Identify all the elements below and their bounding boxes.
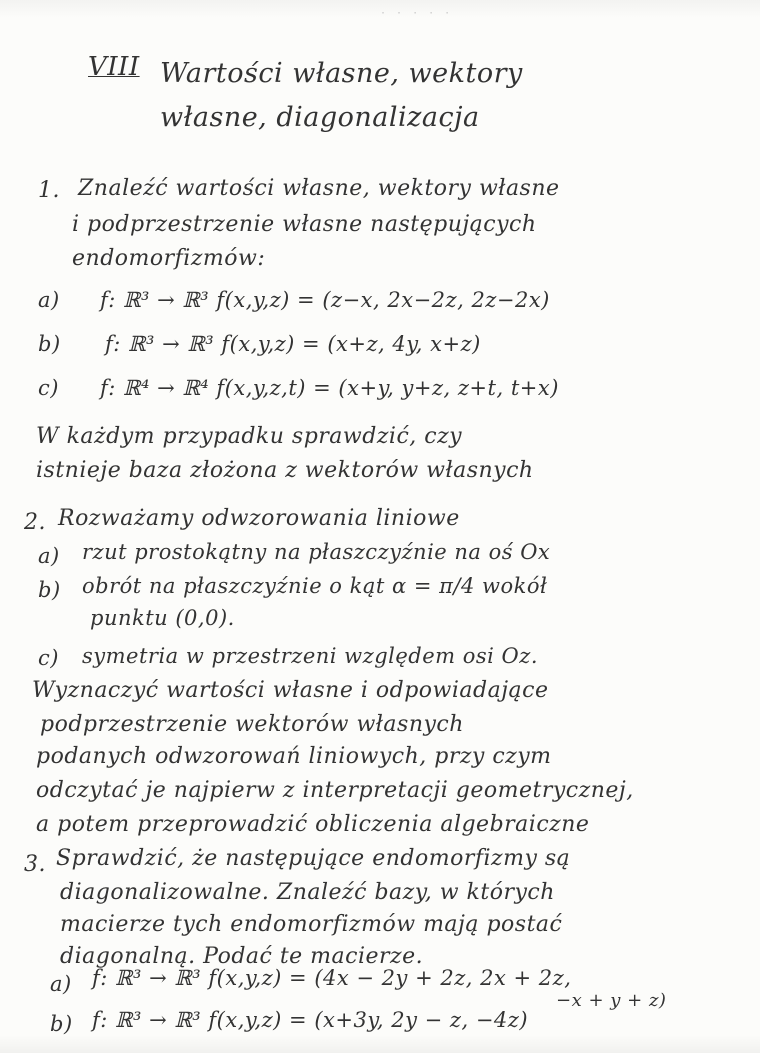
- problem-1-item-formula: f: ℝ⁴ → ℝ⁴ f(x,y,z,t) = (x+y, y+z, z+t, t+x): [100, 376, 559, 400]
- problem-2-intro: Rozważamy odwzorowania liniowe: [58, 506, 460, 531]
- problem-1-text-line: Znaleźć wartości własne, wektory własne: [78, 176, 560, 201]
- problem-2-closing-line: Wyznaczyć wartości własne i odpowiadające: [32, 678, 549, 703]
- problem-2-item-text: obrót na płaszczyźnie o kąt α = π/4 wokół: [82, 574, 548, 598]
- problem-1-text-line: i podprzestrzenie własne następujących: [72, 212, 537, 237]
- problem-3-text-line: Sprawdzić, że następujące endomorfizmy są: [56, 846, 571, 871]
- problem-2-item-label: b): [38, 578, 61, 602]
- problem-2-closing-line: podanych odwzorowań liniowych, przy czym: [36, 744, 552, 769]
- problem-1-item-label: b): [38, 332, 61, 356]
- problem-1-text-line: endomorfizmów:: [72, 246, 266, 271]
- scan-artifact: · · · · ·: [380, 8, 453, 19]
- problem-2-item-label: c): [38, 646, 59, 670]
- problem-3-text-line: macierze tych endomorfizmów mają postać: [60, 912, 563, 937]
- problem-3-text-line: diagonalizowalne. Znaleźć bazy, w których: [60, 880, 555, 905]
- problem-2-closing-line: podprzestrzenie wektorów własnych: [40, 712, 464, 737]
- problem-1-closing-line: W każdym przypadku sprawdzić, czy: [36, 424, 463, 449]
- problem-2-item-label: a): [38, 544, 60, 568]
- problem-3-text-line: diagonalną. Podać te macierze.: [60, 944, 424, 969]
- problem-2-item-text: symetria w przestrzeni względem osi Oz.: [82, 644, 539, 668]
- chapter-number: VIII: [88, 52, 140, 82]
- problem-3-item-formula: f: ℝ³ → ℝ³ f(x,y,z) = (x+3y, 2y − z, −4z): [92, 1008, 529, 1032]
- problem-1-closing-line: istnieje baza złożona z wektorów własnych: [36, 458, 534, 483]
- problem-3-item-formula-cont: −x + y + z): [556, 990, 667, 1011]
- problem-3-item-label: b): [50, 1012, 73, 1036]
- problem-2-closing-line: odczytać je najpierw z interpretacji geometrycznej,: [36, 778, 634, 803]
- problem-2-closing-line: a potem przeprowadzić obliczenia algebraiczne: [36, 812, 590, 837]
- problem-1-item-formula: f: ℝ³ → ℝ³ f(x,y,z) = (z−x, 2x−2z, 2z−2x): [100, 288, 550, 312]
- problem-1-item-label: a): [38, 288, 60, 312]
- problem-2-number: 2.: [24, 510, 46, 535]
- problem-3-item-label: a): [50, 972, 72, 996]
- problem-2-item-text-cont: punktu (0,0).: [90, 606, 235, 630]
- chapter-title: Wartości własne, wektory własne, diagonalizacja: [160, 58, 523, 133]
- problem-1-item-label: c): [38, 376, 59, 400]
- problem-1-number: 1.: [38, 178, 60, 203]
- problem-1-item-formula: f: ℝ³ → ℝ³ f(x,y,z) = (x+z, 4y, x+z): [105, 332, 481, 356]
- problem-3-number: 3.: [24, 852, 46, 877]
- problem-3-item-formula: f: ℝ³ → ℝ³ f(x,y,z) = (4x − 2y + 2z, 2x + 2z,: [92, 966, 572, 990]
- problem-2-item-text: rzut prostokątny na płaszczyźnie na oś Ox: [82, 540, 551, 564]
